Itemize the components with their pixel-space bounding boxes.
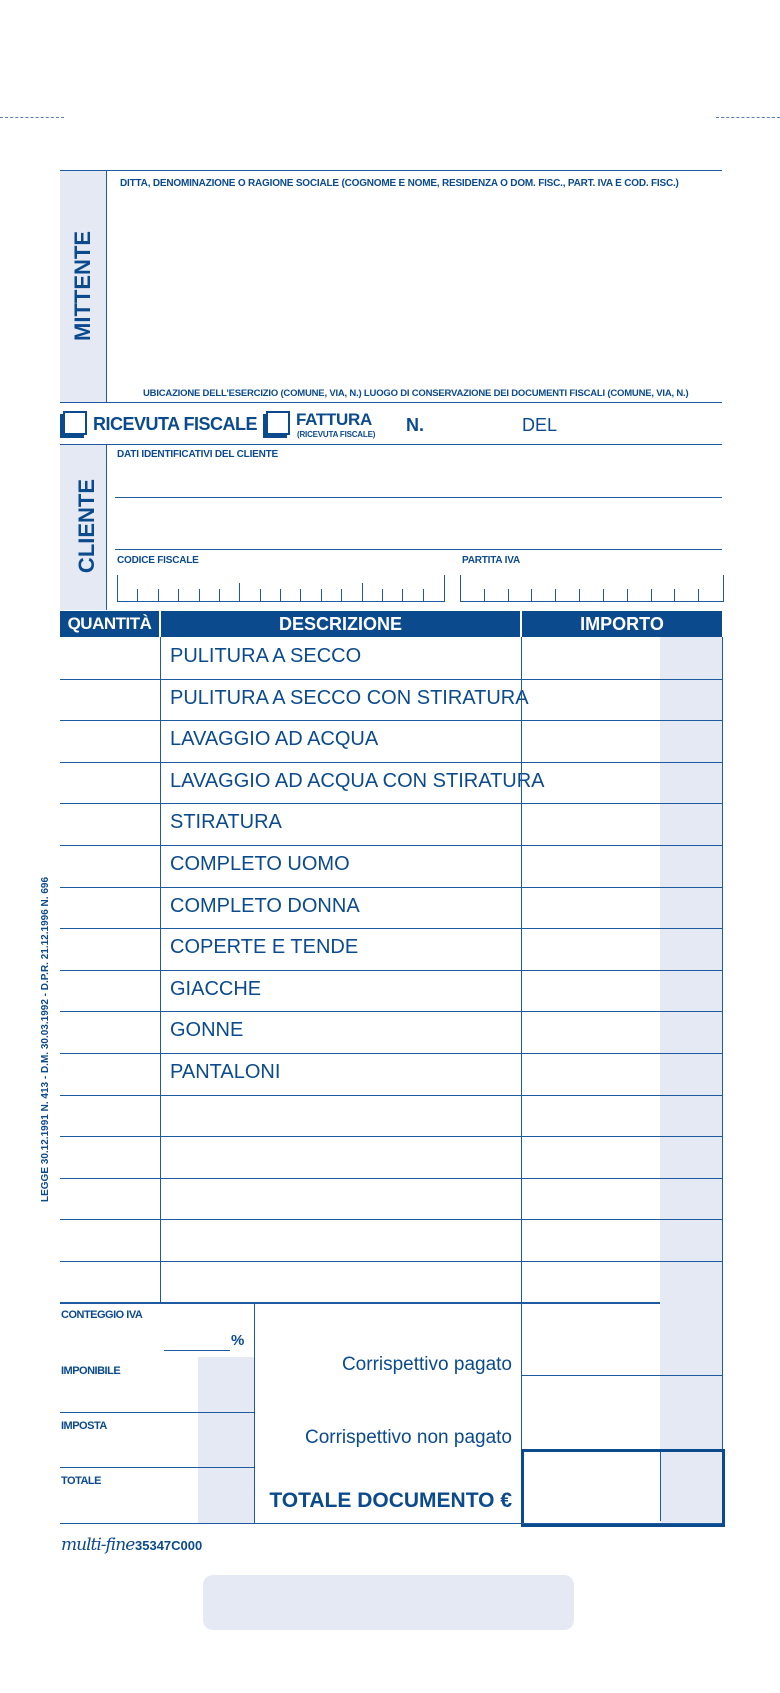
description-cell: PANTALONI <box>170 1061 281 1083</box>
description-cell: PULITURA A SECCO <box>170 645 362 667</box>
digit-separator <box>674 589 675 601</box>
quantity-cell[interactable] <box>61 1136 159 1178</box>
fattura-label: FATTURA <box>296 410 372 429</box>
mittente-top-rule <box>60 170 722 171</box>
quantity-cell[interactable] <box>61 637 159 679</box>
digit-separator <box>321 589 322 601</box>
quantity-cell[interactable] <box>61 1219 159 1261</box>
description-cell: COPERTE E TENDE <box>170 936 359 959</box>
cliente-side-label: CLIENTE <box>74 478 99 574</box>
cliente-dati-field-1[interactable] <box>115 463 720 497</box>
importo-cell[interactable] <box>523 1261 721 1303</box>
cliente-divider <box>106 445 107 610</box>
number-field[interactable] <box>432 410 522 438</box>
digit-separator <box>484 589 485 601</box>
description-cell: COMPLETO DONNA <box>170 894 360 917</box>
mittente-bottom-caption: UBICAZIONE DELL'ESERCIZIO (COMUNE, VIA, N.) LUOGO DI CONSERVAZIONE DEI DOCUMENTI FISCALI (COMUNE, VIA, N.) <box>143 388 689 399</box>
description-cell: LAVAGGIO AD ACQUA CON STIRATURA <box>170 769 545 792</box>
quantity-cell[interactable] <box>61 1053 159 1095</box>
date-label: DEL <box>522 415 558 435</box>
totale-documento-cents-divider <box>660 1452 661 1521</box>
description-cell: LAVAGGIO AD ACQUA <box>170 728 379 751</box>
cliente-dati-caption: DATI IDENTIFICATIVI DEL CLIENTE <box>117 449 279 460</box>
digit-separator <box>508 589 509 601</box>
digit-separator <box>239 583 240 601</box>
quantity-cell[interactable] <box>61 970 159 1012</box>
digit-separator <box>402 589 403 601</box>
totale-label: TOTALE <box>61 1475 101 1487</box>
importo-cell[interactable] <box>523 637 721 679</box>
digit-separator <box>382 589 383 601</box>
quantity-cell[interactable] <box>61 845 159 887</box>
digit-separator <box>199 589 200 601</box>
digit-separator <box>280 589 281 601</box>
quantity-cell[interactable] <box>61 803 159 845</box>
table-col-quantita <box>160 637 161 1302</box>
importo-cell[interactable] <box>523 845 721 887</box>
cut-mark-left <box>0 117 64 118</box>
footer-values-band <box>198 1357 254 1523</box>
importo-cell[interactable] <box>523 720 721 762</box>
doc-type-bottom-rule <box>60 444 722 445</box>
fattura-sub-label: (RICEVUTA FISCALE) <box>297 430 376 439</box>
table-header-quantita: QUANTITÀ <box>67 614 152 633</box>
digit-separator <box>137 589 138 601</box>
digit-separator <box>423 589 424 601</box>
description-cell: COMPLETO UOMO <box>170 853 350 875</box>
importo-cell[interactable] <box>523 679 721 721</box>
number-label: N. <box>406 415 424 435</box>
importo-cell[interactable] <box>523 1053 721 1095</box>
importo-cell[interactable] <box>523 1178 721 1220</box>
importo-cell[interactable] <box>523 887 721 929</box>
corrispettivo-non-pagato-field[interactable] <box>523 1377 660 1449</box>
quantity-cell[interactable] <box>61 720 159 762</box>
brand-logo: multi-fine <box>61 1535 135 1555</box>
ricevuta-label: RICEVUTA FISCALE <box>93 414 258 434</box>
codice-fiscale-label: CODICE FISCALE <box>117 555 199 566</box>
quantity-cell[interactable] <box>61 928 159 970</box>
description-cell: GIACCHE <box>170 977 262 1000</box>
table-header-descrizione: DESCRIZIONE <box>278 614 402 634</box>
description-cell: STIRATURA <box>170 811 282 834</box>
footer-bottom-rule <box>60 1523 722 1524</box>
codice-fiscale-field[interactable] <box>117 575 445 602</box>
digit-separator <box>698 589 699 601</box>
totale-documento-field[interactable] <box>521 1449 725 1527</box>
quantity-cell[interactable] <box>61 1261 159 1303</box>
partita-iva-field[interactable] <box>460 575 724 602</box>
corrispettivo-pagato-label: Corrispettivo pagato <box>341 1354 512 1375</box>
digit-separator <box>627 589 628 601</box>
table-col-descrizione <box>521 637 522 1523</box>
digit-separator <box>603 589 604 601</box>
mittente-side-label: MITTENTE <box>70 231 95 341</box>
corrispettivo-non-pagato-label: Corrispettivo non pagato <box>304 1427 512 1448</box>
imponibile-label: IMPONIBILE <box>61 1365 121 1377</box>
corrispettivo-pagato-field[interactable] <box>523 1303 660 1375</box>
quantity-cell[interactable] <box>61 679 159 721</box>
quantity-cell[interactable] <box>61 1178 159 1220</box>
digit-separator <box>219 589 220 601</box>
importo-cell[interactable] <box>523 1136 721 1178</box>
table-right-border <box>722 637 723 1523</box>
date-field[interactable] <box>560 410 720 438</box>
conteggio-iva-label: CONTEGGIO IVA <box>61 1309 143 1321</box>
label-area[interactable] <box>203 1575 574 1630</box>
digit-separator <box>341 589 342 601</box>
digit-separator <box>178 589 179 601</box>
ricevuta-checkbox[interactable] <box>63 411 87 435</box>
description-cell: PULITURA A SECCO CON STIRATURA <box>170 686 529 709</box>
importo-cell[interactable] <box>523 1011 721 1053</box>
digit-separator <box>579 589 580 601</box>
digit-separator <box>651 589 652 601</box>
imposta-label: IMPOSTA <box>61 1420 107 1432</box>
imposta-rule <box>60 1467 254 1468</box>
cut-mark-right <box>716 117 780 118</box>
digit-separator <box>260 589 261 601</box>
digit-separator <box>300 589 301 601</box>
mittente-bottom-rule <box>60 402 722 403</box>
description-cell: GONNE <box>170 1019 244 1042</box>
mittente-fill-area[interactable] <box>110 195 720 380</box>
importo-cell[interactable] <box>523 1219 721 1261</box>
fattura-checkbox[interactable] <box>266 411 290 435</box>
totale-documento-label: TOTALE DOCUMENTO € <box>269 1489 512 1512</box>
importo-cell[interactable] <box>523 803 721 845</box>
importo-cell[interactable] <box>523 1095 721 1137</box>
cliente-line-2 <box>115 549 722 550</box>
digit-separator <box>531 589 532 601</box>
importo-cell[interactable] <box>523 928 721 970</box>
imponibile-rule <box>60 1412 254 1413</box>
iva-percent-field[interactable] <box>164 1332 230 1351</box>
percent-sign: % <box>231 1332 245 1349</box>
mittente-top-caption: DITTA, DENOMINAZIONE O RAGIONE SOCIALE (COGNOME E NOME, RESIDENZA O DOM. FISC., PART. IVA E COD. FISC.) <box>120 178 679 189</box>
footer-left-divider <box>254 1302 255 1523</box>
quantity-cell[interactable] <box>61 1011 159 1053</box>
quantity-cell[interactable] <box>61 762 159 804</box>
cliente-dati-field-2[interactable] <box>115 500 720 548</box>
legal-text: LEGGE 30.12.1991 N. 413 - D.M. 30.03.1992 - D.P.R. 21.12.1996 N. 696 <box>40 876 51 1202</box>
importo-cell[interactable] <box>523 762 721 804</box>
corrispettivo-pagato-rule <box>521 1375 722 1376</box>
digit-separator <box>555 589 556 601</box>
quantity-cell[interactable] <box>61 1095 159 1137</box>
digit-separator <box>362 583 363 601</box>
cliente-line-1 <box>115 497 722 498</box>
mittente-divider <box>106 170 107 402</box>
partita-iva-label: PARTITA IVA <box>462 555 520 566</box>
table-header-importo: IMPORTO <box>580 614 664 634</box>
product-code: 35347C000 <box>135 1538 203 1553</box>
quantity-cell[interactable] <box>61 887 159 929</box>
digit-separator <box>158 589 159 601</box>
importo-cell[interactable] <box>523 970 721 1012</box>
